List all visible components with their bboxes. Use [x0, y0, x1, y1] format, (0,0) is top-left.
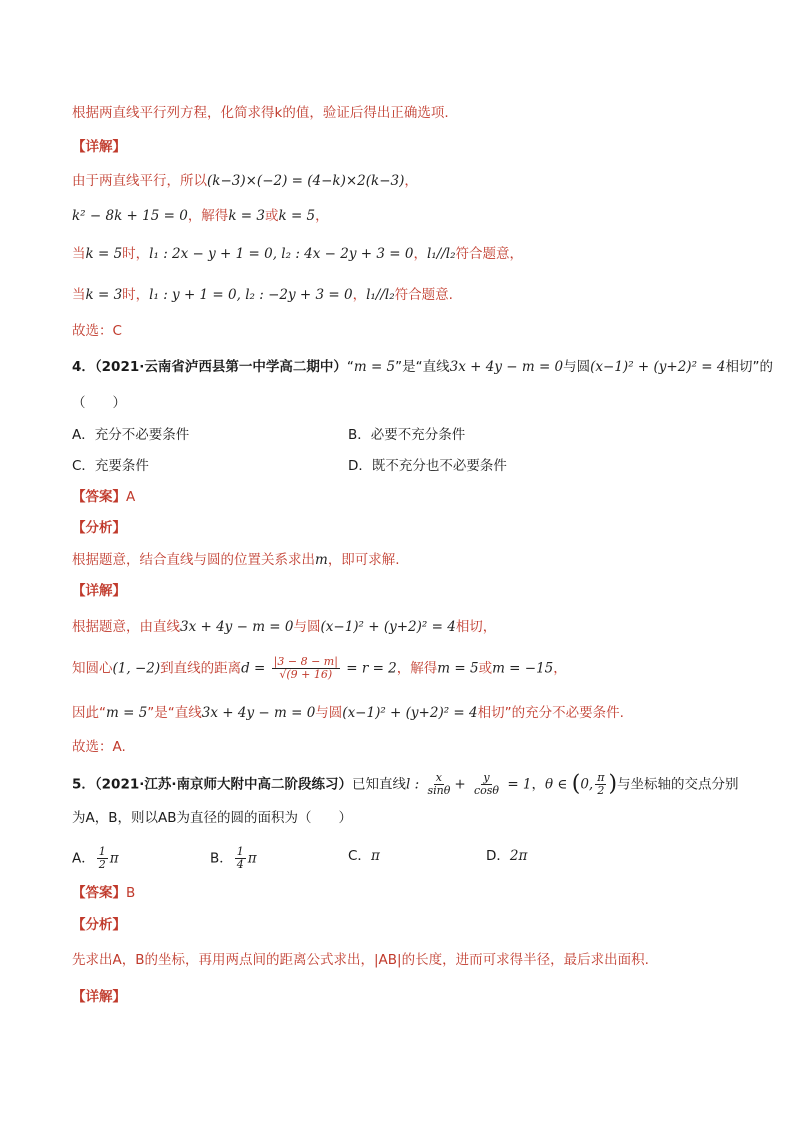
option-d: D．既不充分也不必要条件	[348, 458, 507, 474]
detail-line-4: 当k = 3时，l₁ : y + 1 = 0, l₂ : −2y + 3 = 0，l₁//l₂符合题意.	[72, 287, 453, 303]
option-b: B． $\frac{1}{4}$ π	[210, 845, 257, 871]
analysis-heading-4: 【分析】	[72, 520, 126, 536]
detail-4-line-1: 根据题意，由直线3x + 4y − m = 0与圆(x−1)² + (y+2)² = 4相切，	[72, 619, 497, 635]
option-c: C．充要条件	[72, 458, 149, 474]
analysis-heading-5: 【分析】	[72, 917, 126, 933]
detail-heading-4: 【详解】	[72, 583, 126, 599]
choose-4: 故选：A.	[72, 739, 126, 755]
analysis-text-4: 根据题意，结合直线与圆的位置关系求出m，即可求解.	[72, 552, 400, 568]
detail-line-1: 由于两直线平行，所以(k−3)×(−2) = (4−k)×2(k−3)，	[72, 173, 418, 189]
detail-heading-5: 【详解】	[72, 989, 126, 1005]
option-d: D．2π	[486, 848, 528, 864]
option-a: A． $\frac{1}{2}$ π	[72, 845, 119, 871]
answer-4: 【答案】A	[72, 489, 136, 505]
detail-line-3: 当k = 5时，l₁ : 2x − y + 1 = 0, l₂ : 4x − 2y + 3 = 0，l₁//l₂符合题意，	[72, 246, 524, 262]
question-source: （2021·江苏·南京师大附中高二阶段练习）	[94, 776, 352, 793]
question-4-paren: （ ）	[72, 395, 126, 411]
question-4-stem: 4．（2021·云南省泸西县第一中学高二期中）“m = 5”是“直线3x + 4y − m = 0与圆(x−1)² + (y+2)² = 4相切”的	[72, 359, 773, 375]
choose-prev: 故选：C	[72, 323, 122, 339]
option-b: B．必要不充分条件	[348, 427, 466, 443]
fraction-x-sin: $\frac{x}{\sin\theta}$	[427, 771, 451, 797]
distance-fraction: $\frac{|3 - 8 - m|}{√(9 + 16)}$	[273, 655, 338, 681]
detail-4-line-2: 知圆心(1, −2)到直线的距离d = $\frac{|3 - 8 - m|}{√(9 + 16)}$ = r = 2，解得m = 5或m = −15，	[72, 655, 567, 681]
fraction-y-cos: $\frac{y}{\cos\theta}$	[473, 771, 500, 797]
question-5-stem-line-2: 为A，B，则以AB为直径的圆的面积为（ ）	[72, 810, 352, 826]
option-c: C．π	[348, 848, 380, 864]
question-5-stem: 5．（2021·江苏·南京师大附中高二阶段练习）已知直线l : $\frac{x}{\sin\theta}$ + $\frac{y}{\cos\theta}$ = 1，θ ∈ (0, $\frac{\pi}{2}$ )与坐标轴的交点分别	[72, 771, 739, 797]
analysis-text-prev: 根据两直线平行列方程，化简求得k的值，验证后得出正确选项.	[72, 105, 449, 121]
detail-line-2: k² − 8k + 15 = 0，解得k = 3或k = 5，	[72, 208, 329, 224]
question-source: （2021·云南省泸西县第一中学高二期中）	[94, 359, 347, 375]
fraction-pi-2: $\frac{\pi}{2}$	[597, 771, 605, 797]
question-number: 5．	[72, 776, 95, 793]
answer-5: 【答案】B	[72, 885, 136, 901]
analysis-text-5: 先求出A，B的坐标，再用两点间的距离公式求出，|AB|的长度，进而可求得半径，最后求出面积.	[72, 952, 649, 968]
option-a: A．充分不必要条件	[72, 427, 190, 443]
detail-heading-prev: 【详解】	[72, 139, 126, 155]
detail-4-line-3: 因此“m = 5”是“直线3x + 4y − m = 0与圆(x−1)² + (y+2)² = 4相切”的充分不必要条件.	[72, 705, 624, 721]
question-number: 4．	[72, 359, 95, 375]
